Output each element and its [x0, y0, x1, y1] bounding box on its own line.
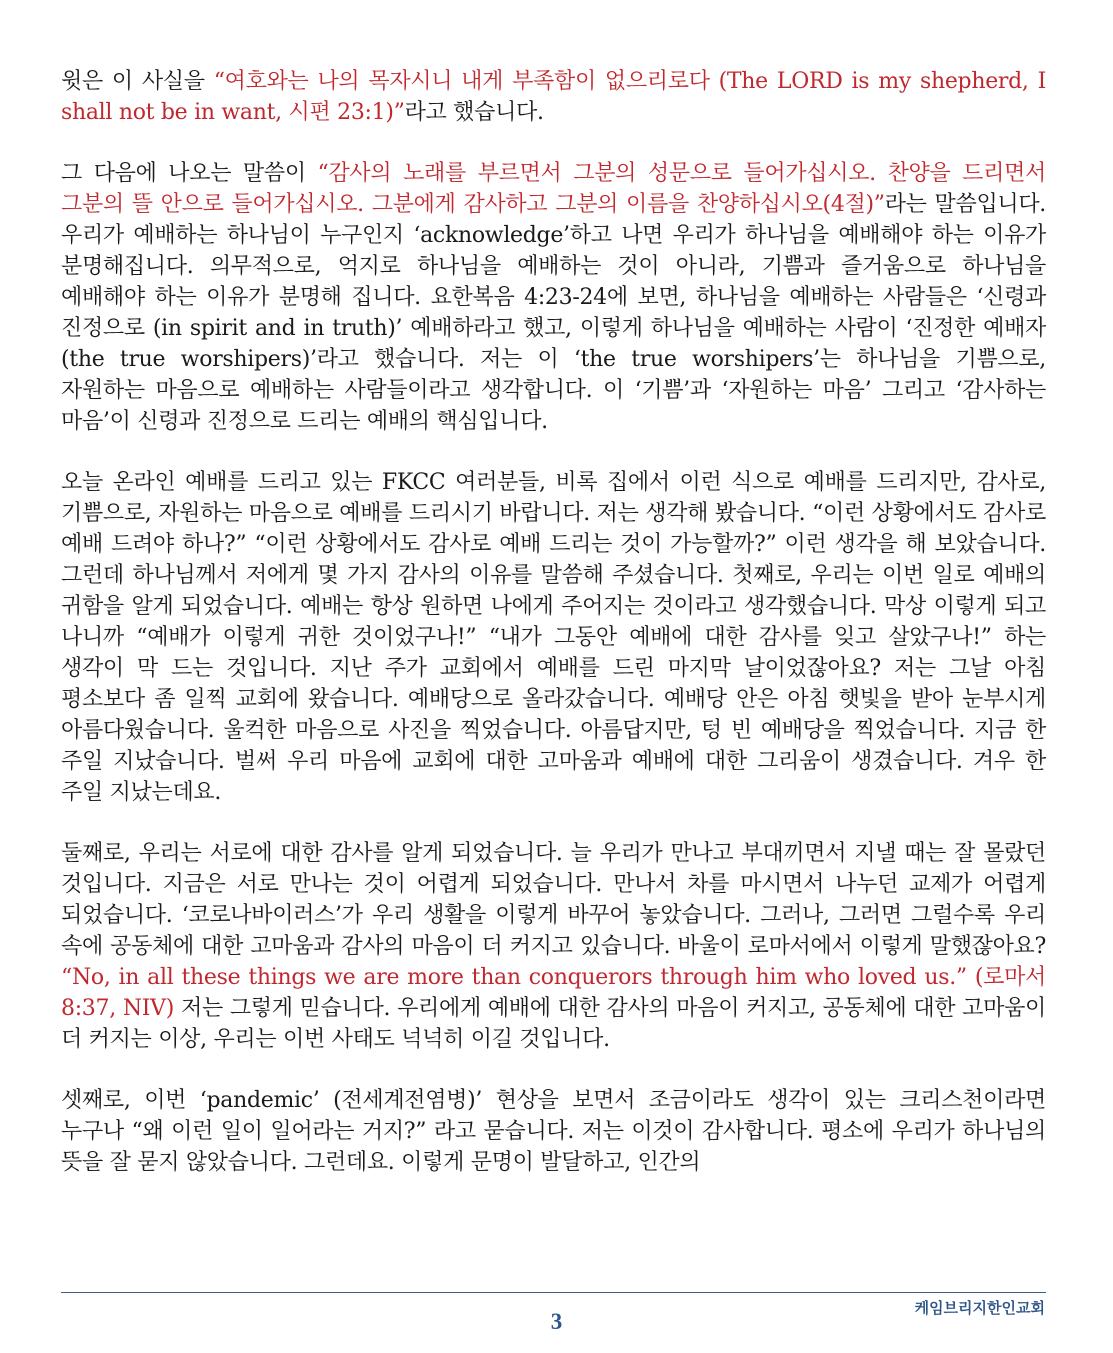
scripture-quote: “여호와는 나의 목자시니 내게 부족함이 없으리로다 (The LORD is my shepherd, I shall not be in want, 시편 23:1)”: [61, 69, 1046, 125]
text-run: 셋째로, 이번 ‘pandemic’ (전세계전염병)’ 현상을 보면서 조금이라도 생각이 있는 크리스천이라면 누구나 “왜 이런 일이 일어라는 거지?” 라고 묻습니다. 저는 이것이 감사합니다. 평소에 우리가 하나님의 뜻을 잘 묻지 않았습니다. 그런데요. 이렇게 문명이 발달하고, 인간의: [61, 1088, 1046, 1175]
church-name: 케임브리지한인교회: [914, 1299, 1045, 1317]
text-run: 윗은 이 사실을: [61, 69, 214, 94]
paragraph: [61, 838, 1046, 1055]
text-run: 라고 했습니다.: [404, 100, 544, 125]
text-run: 라는 말씀입니다. 우리가 예배하는 하나님이 누구인지 ‘acknowledge’하고 나면 우리가 하나님을 예배해야 하는 이유가 분명해집니다. 의무적으로, 억지로 하나님을 예배하는 것이 아니라, 기쁨과 즐거움으로 하나님을 예배해야 하는 이유가 분명해 집니다. 요한복음 4:23-24에 보면, 하나님을 예배하는 사람들은 ‘신령과 진정으로 (in spirit and in truth)’ 예배하라고 했고, 이렇게 하나님을 예배하는 사람이 ‘진정한 예배자 (the true worshipers)’라고 했습니다. 저는 이 ‘the true worshipers’는 하나님을 기쁨으로, 자원하는 마음으로 예배하는 사람들이라고 생각합니다. 이 ‘기쁨’과 ‘자원하는 마음’ 그리고 ‘감사하는 마음’이 신령과 진정으로 드리는 예배의 핵심입니다.: [61, 192, 1046, 434]
scripture-quote: “No, in all these things we are more than conquerors through him who loved us.” (로마서 8:37, NIV): [61, 965, 1046, 1021]
footer-divider: [61, 1292, 1046, 1293]
text-run: 오늘 온라인 예배를 드리고 있는 FKCC 여러분들, 비록 집에서 이런 식으로 예배를 드리지만, 감사로, 기쁨으로, 자원하는 마음으로 예배를 드리시기 바랍니다. 저는 생각해 봤습니다. “이런 상황에서도 감사로 예배 드려야 하나?” “이런 상황에서도 감사로 예배 드리는 것이 가능할까?” 이런 생각을 해 보았습니다. 그런데 하나님께서 저에게 몇 가지 감사의 이유를 말씀해 주셨습니다. 첫째로, 우리는 이번 일로 예배의 귀함을 알게 되었습니다. 예배는 항상 원하면 나에게 주어지는 것이라고 생각했습니다. 막상 이렇게 되고 나니까 “예배가 이렇게 귀한 것이었구나!” “내가 그동안 예배에 대한 감사를 잊고 살았구나!” 하는 생각이 막 드는 것입니다. 지난 주가 교회에서 예배를 드린 마지막 날이었잖아요? 저는 그날 아침 평소보다 좀 일찍 교회에 왔습니다. 예배당으로 올라갔습니다. 예배당 안은 아침 햇빛을 받아 눈부시게 아름다웠습니다. 울컥한 마음으로 사진을 찍었습니다. 아름답지만, 텅 빈 예배당을 찍었습니다. 지금 한 주일 지났습니다. 벌써 우리 마음에 교회에 대한 고마움과 예배에 대한 그리움이 생겼습니다. 겨우 한 주일 지났는데요.: [61, 470, 1046, 805]
text-run: 그 다음에 나오는 말씀이: [61, 161, 318, 186]
paragraph: [61, 158, 1046, 437]
paragraph: [61, 66, 1046, 128]
paragraph: [61, 467, 1046, 808]
paragraph: [61, 1085, 1046, 1178]
scripture-quote: “감사의 노래를 부르면서 그분의 성문으로 들어가십시오. 찬양을 드리면서 그분의 뜰 안으로 들어가십시오. 그분에게 감사하고 그분의 이름을 찬양하십시오(4절)”: [61, 161, 1046, 217]
text-run: 저는 그렇게 믿습니다. 우리에게 예배에 대한 감사의 마음이 커지고, 공동체에 대한 고마움이 더 커지는 이상, 우리는 이번 사태도 넉넉히 이길 것입니다.: [61, 996, 1046, 1052]
page-number: 3: [550, 1309, 563, 1334]
text-run: 둘째로, 우리는 서로에 대한 감사를 알게 되었습니다. 늘 우리가 만나고 부대끼면서 지낼 때는 잘 몰랐던 것입니다. 지금은 서로 만나는 것이 어렵게 되었습니다. 만나서 차를 마시면서 나누던 교제가 어렵게 되었습니다. ‘코로나바이러스’가 우리 생활을 이렇게 바꾸어 놓았습니다. 그러나, 그러면 그럴수록 우리 속에 공동체에 대한 고마움과 감사의 마음이 더 커지고 있습니다. 바울이 로마서에서 이렇게 말했잖아요?: [61, 841, 1046, 959]
sermon-body: [61, 66, 1046, 1208]
